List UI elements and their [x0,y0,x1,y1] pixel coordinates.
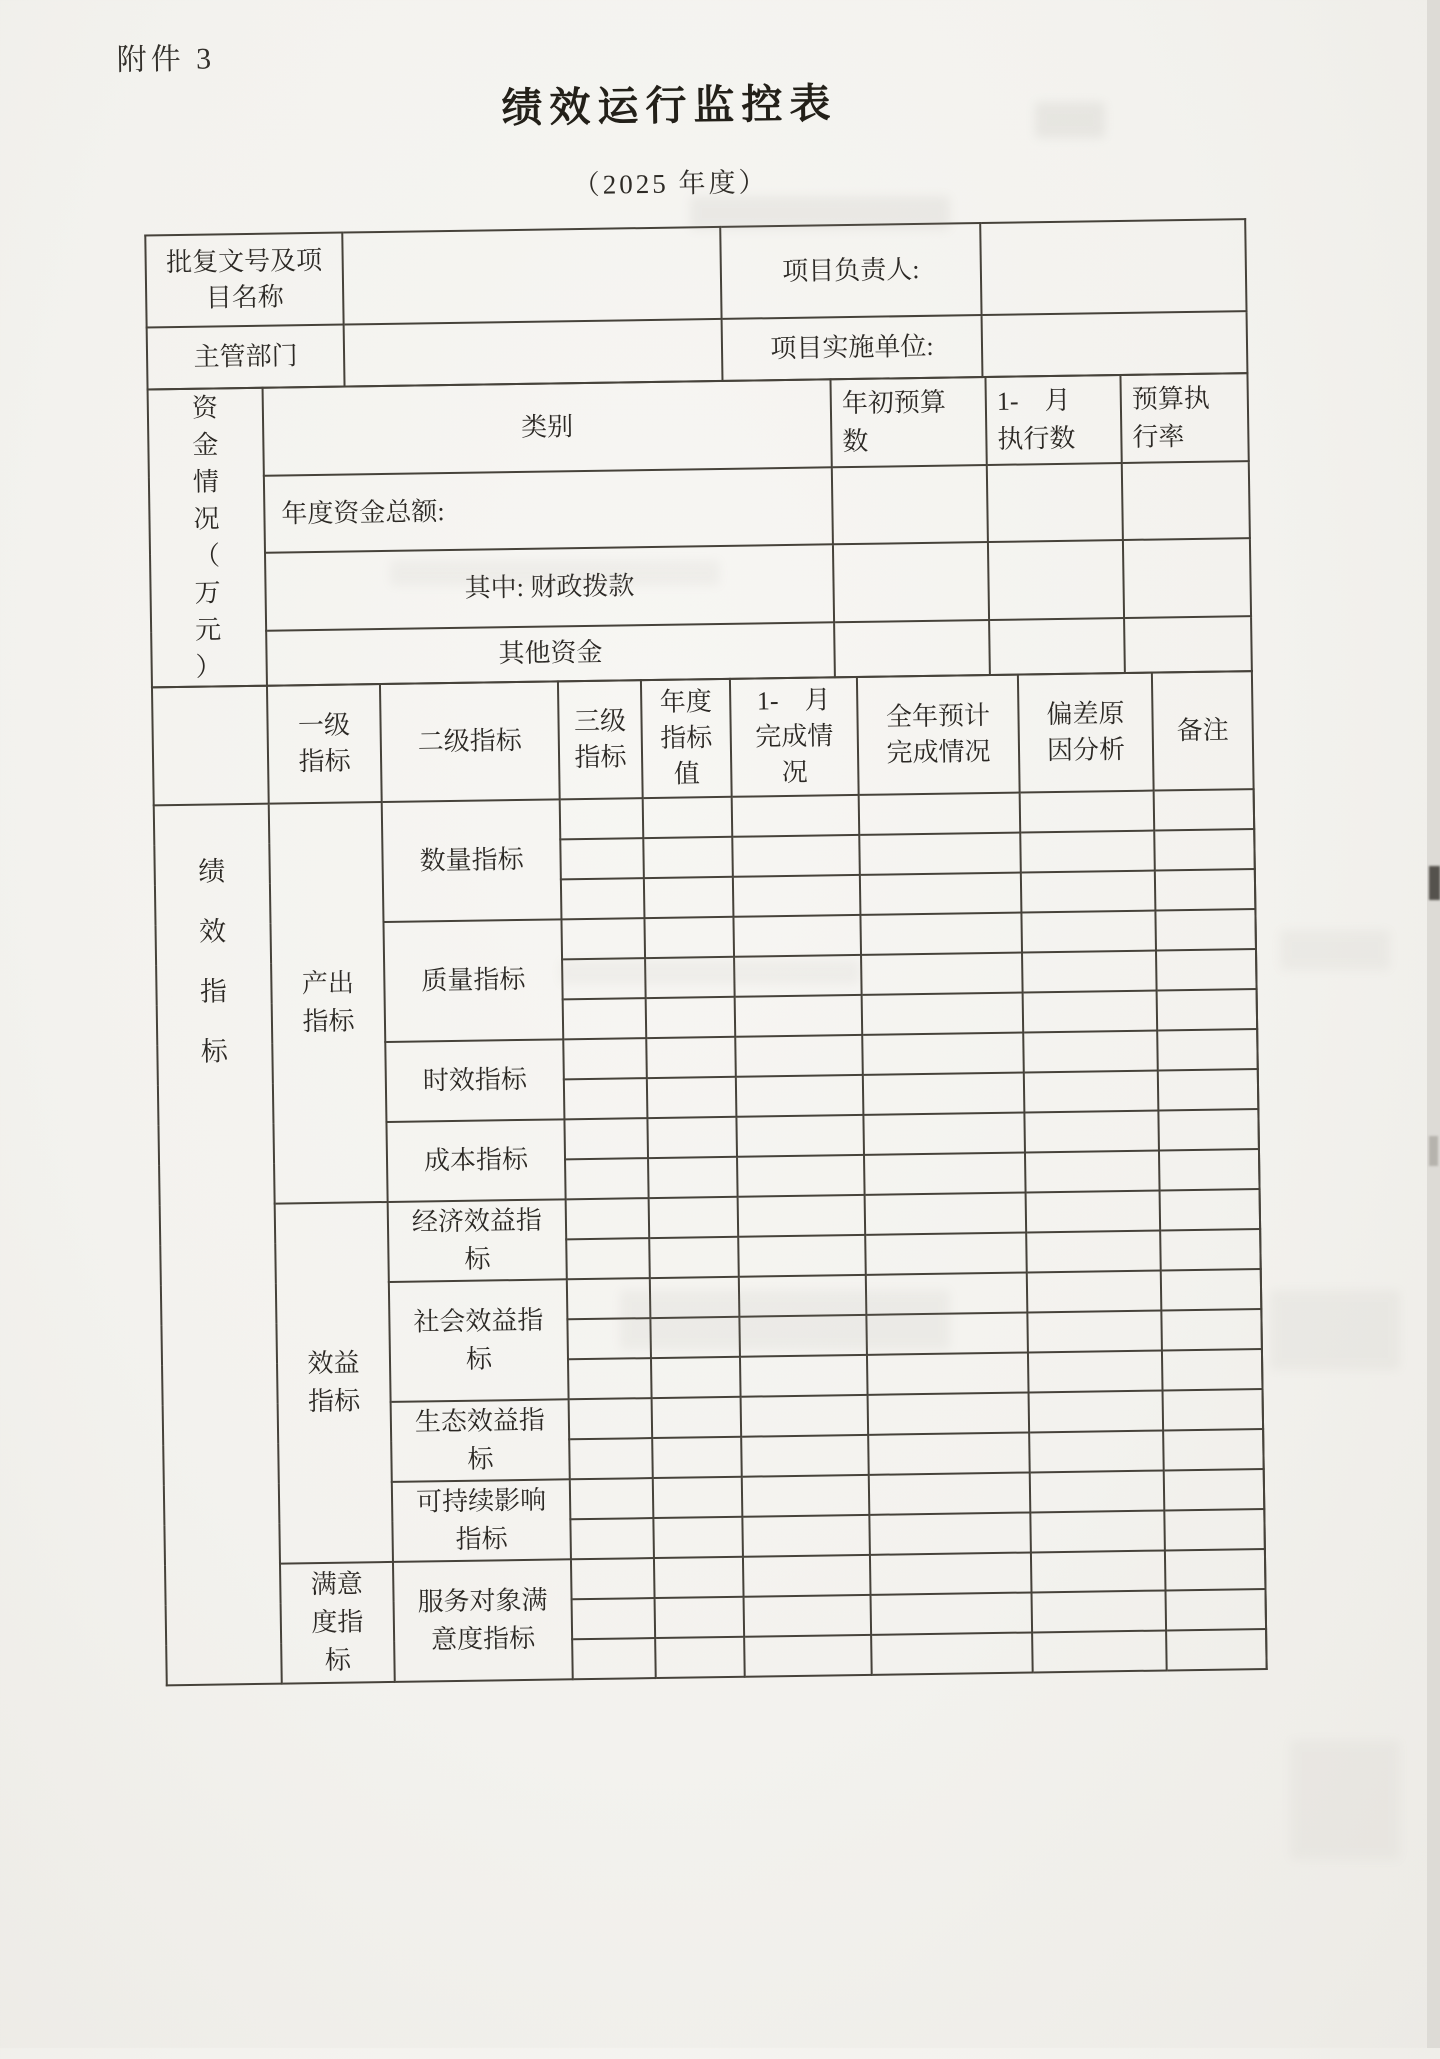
indicator-grid-cell [569,1398,653,1439]
indicator-grid-cell [1155,869,1256,910]
indicator-grid-cell [737,1155,865,1197]
level2-indicator-cell: 成本指标 [386,1119,565,1202]
bleed-artifact [690,196,950,230]
table-row [148,373,1249,477]
form-subtitle: （2025 年度） [572,167,769,201]
indicator-grid-cell [643,797,733,838]
indicator-grid-cell [1024,1071,1159,1113]
indicator-grid-cell [742,1515,870,1557]
implement-unit-label: 项目实施单位: [722,315,983,381]
implement-unit-value-cell [982,311,1248,377]
indicator-grid-cell [865,1193,1027,1235]
category-header: 类别 [263,379,832,475]
indicator-grid-cell [736,1075,864,1117]
indicator-grid-cell [869,1472,1031,1514]
blank-cell [152,686,269,806]
indicator-grid-cell [643,837,733,878]
indicator-grid-cell [644,917,734,958]
bleed-artifact [560,960,860,984]
scanner-edge-mark [1429,1136,1438,1166]
indicator-grid-cell [732,835,860,877]
indicator-grid-cell [1022,951,1157,993]
indicator-grid-cell [566,1198,650,1239]
level1-indicator-header: 一级 指标 [267,684,382,804]
indicator-table [151,670,1268,1686]
indicator-grid-cell [653,1477,743,1518]
indicator-grid-cell [871,1632,1033,1674]
bleed-artifact [1290,1740,1400,1860]
indicator-grid-cell [571,1558,655,1599]
indicator-grid-cell [1163,1389,1264,1430]
indicator-grid-cell [1164,1509,1265,1550]
bleed-artifact [390,560,720,586]
scanner-edge-strip [1427,0,1440,2048]
department-value-cell [344,319,723,387]
level2-indicator-cell: 时效指标 [385,1039,564,1122]
indicator-grid-cell [570,1478,654,1519]
project-manager-label: 项目负责人: [720,223,981,319]
indicator-grid-cell [863,1113,1025,1155]
indicator-grid-cell [862,993,1024,1035]
indicator-grid-cell [563,998,647,1039]
top-info-table [144,218,1248,390]
indicator-grid-cell [1020,791,1155,833]
indicator-grid-cell [646,1037,736,1078]
indicator-grid-cell [735,1035,863,1077]
indicator-grid-cell [1029,1390,1164,1432]
indicator-grid-cell [865,1233,1027,1275]
indicator-grid-cell [741,1435,869,1477]
indicator-grid-cell [1159,1149,1260,1190]
funding-value-cell [989,618,1125,675]
funding-value-cell [1123,538,1251,617]
indicator-grid-cell [649,1197,739,1238]
indicator-grid-cell [1158,1069,1259,1110]
annual-target-header: 年度 指标 值 [641,679,732,798]
indicator-grid-cell [568,1358,652,1399]
yearly-forecast-header: 全年预计 完成情况 [857,675,1020,795]
level1-indicator-cell: 效益 指标 [275,1202,393,1564]
indicator-grid-cell [735,995,863,1037]
indicator-grid-cell [863,1073,1025,1115]
indicator-grid-cell [859,833,1021,875]
indicator-grid-cell [561,918,645,959]
fiscal-allocation-label: 其中: 财政拨款 [265,545,834,631]
indicator-grid-cell [1155,909,1256,950]
indicator-grid-cell [1162,1349,1263,1390]
form-title: 绩效运行监控表 [501,80,838,132]
indicator-grid-cell [563,1038,647,1079]
indicator-grid-cell [871,1592,1033,1634]
form-table [144,218,1265,1686]
indicator-grid-cell [868,1432,1030,1474]
indicator-grid-cell [651,1357,741,1398]
section-label-performance: 绩 效 指 标 [154,804,282,1686]
funding-value-cell [833,542,989,622]
indicator-grid-cell [1026,1191,1161,1233]
other-funds-label: 其他资金 [266,622,835,686]
indicator-grid-cell [1032,1630,1167,1672]
indicator-grid-cell [560,838,644,879]
bleed-artifact [620,1290,950,1350]
indicator-grid-cell [1025,1151,1160,1193]
deviation-analysis-header: 偏差原 因分析 [1018,673,1154,793]
indicator-grid-cell [1021,911,1156,953]
indicator-grid-cell [1160,1229,1261,1270]
indicator-grid-cell [1027,1271,1162,1313]
indicator-grid-cell [1161,1269,1262,1310]
execution-rate-header: 预算执 行率 [1120,373,1248,463]
indicator-grid-cell [655,1637,745,1678]
indicator-grid-cell [1161,1309,1262,1350]
indicator-grid-cell [644,877,734,918]
funding-value-cell [1122,461,1250,540]
level2-indicator-cell: 生态效益指 标 [391,1399,570,1482]
level1-indicator-cell: 产出 指标 [269,802,388,1204]
bleed-artifact [1270,1290,1400,1370]
executed-amount-header: 1- 月 执行数 [985,375,1121,465]
indicator-grid-cell [733,915,861,957]
funding-value-cell [988,540,1124,620]
indicator-grid-cell [1164,1469,1265,1510]
indicator-grid-cell [565,1158,649,1199]
indicator-grid-cell [868,1392,1030,1434]
attachment-label: 附件 3 [116,42,216,77]
level2-indicator-cell: 数量指标 [382,799,562,922]
indicator-grid-cell [649,1237,739,1278]
indicator-grid-cell [1027,1311,1162,1353]
indicator-grid-cell [1020,831,1155,873]
indicator-grid-cell [572,1638,656,1679]
indicator-grid-cell [1157,1029,1258,1070]
indicator-grid-cell [1032,1590,1167,1632]
indicator-grid-cell [566,1238,650,1279]
project-manager-value-cell [980,219,1246,315]
remarks-header: 备注 [1152,671,1254,790]
indicator-grid-cell [1024,1111,1159,1153]
indicator-grid-cell [564,1078,648,1119]
indicator-grid-cell [1154,829,1255,870]
indicator-grid-cell [1023,1031,1158,1073]
indicator-grid-cell [561,878,645,919]
indicator-grid-cell [733,875,861,917]
indicator-grid-cell [648,1157,738,1198]
table-row [145,219,1246,327]
approval-number-label: 批复文号及项 目名称 [145,233,343,328]
indicator-grid-cell [1021,871,1156,913]
indicator-grid-cell [1026,1231,1161,1273]
indicator-grid-cell [1165,1589,1266,1630]
indicator-grid-cell [869,1512,1031,1554]
indicator-grid-cell [1030,1470,1165,1512]
indicator-grid-cell [744,1595,872,1637]
indicator-grid-cell [653,1517,743,1558]
funding-value-cell [987,463,1123,543]
indicator-grid-cell [654,1557,744,1598]
indicator-grid-cell [652,1397,742,1438]
indicator-grid-cell [1030,1510,1165,1552]
level3-indicator-header: 三级 指标 [558,680,643,799]
indicator-grid-cell [859,793,1021,835]
indicator-grid-cell [870,1552,1032,1594]
level2-indicator-cell: 质量指标 [383,919,563,1042]
level2-indicator-cell: 经济效益指 标 [388,1199,567,1282]
indicator-grid-cell [1031,1550,1166,1592]
indicator-grid-cell [860,873,1022,915]
indicator-grid-cell [570,1518,654,1559]
indicator-grid-cell [569,1438,653,1479]
level2-indicator-header: 二级指标 [380,681,560,802]
approval-number-value-cell [342,227,721,325]
indicator-grid-cell [1163,1429,1264,1470]
indicator-grid-cell [1166,1629,1267,1670]
level1-indicator-cell: 满意 度指 标 [280,1562,395,1684]
department-label: 主管部门 [147,325,345,390]
indicator-grid-cell [572,1598,656,1639]
indicator-grid-cell [1028,1351,1163,1393]
level2-indicator-cell: 服务对象满 意度指标 [393,1559,573,1682]
indicator-grid-cell [732,795,860,837]
indicator-grid-cell [744,1635,872,1677]
scanner-edge-mark [1429,866,1440,900]
indicator-grid-cell [1023,991,1158,1033]
funding-value-cell [832,465,988,545]
bleed-artifact [1035,102,1105,138]
indicator-grid-cell [861,953,1023,995]
indicator-grid-cell [647,1077,737,1118]
section-label-funding: 资 金 情 况 （ 万 元 ） [148,388,267,688]
annual-total-label: 年度资金总额: [264,467,833,553]
indicator-grid-cell [738,1235,866,1277]
indicator-grid-cell [1165,1549,1266,1590]
funding-value-cell [834,620,990,677]
level2-indicator-cell: 社会效益指 标 [389,1279,569,1402]
indicator-header-row [152,671,1254,805]
indicator-grid-cell [738,1195,866,1237]
indicator-grid-cell [1160,1189,1261,1230]
indicator-grid-cell [655,1597,745,1638]
bleed-artifact [1280,930,1390,970]
funding-value-cell [1124,616,1252,673]
indicator-grid-cell [652,1437,742,1478]
indicator-grid-cell [741,1395,869,1437]
indicator-grid-cell [1154,789,1255,830]
indicator-grid-cell [1158,1109,1259,1150]
indicator-grid-cell [1157,989,1258,1030]
indicator-grid-cell [862,1033,1024,1075]
month-completion-header: 1- 月 完成情 况 [730,677,859,797]
indicator-grid-cell [1029,1430,1164,1472]
indicator-grid-cell [740,1355,868,1397]
funding-table [147,372,1253,688]
indicator-grid-cell [1156,949,1257,990]
indicator-grid-cell [743,1555,871,1597]
indicator-grid-cell [736,1115,864,1157]
indicator-grid-cell [646,997,736,1038]
indicator-grid-cell [864,1153,1026,1195]
level2-indicator-cell: 可持续影响 指标 [392,1479,571,1562]
indicator-grid-cell [647,1117,737,1158]
indicator-grid-cell [867,1352,1029,1394]
indicator-grid-cell [564,1118,648,1159]
indicator-grid-cell [560,798,644,839]
indicator-grid-cell [860,913,1022,955]
initial-budget-header: 年初预算 数 [830,377,986,467]
indicator-grid-cell [742,1475,870,1517]
